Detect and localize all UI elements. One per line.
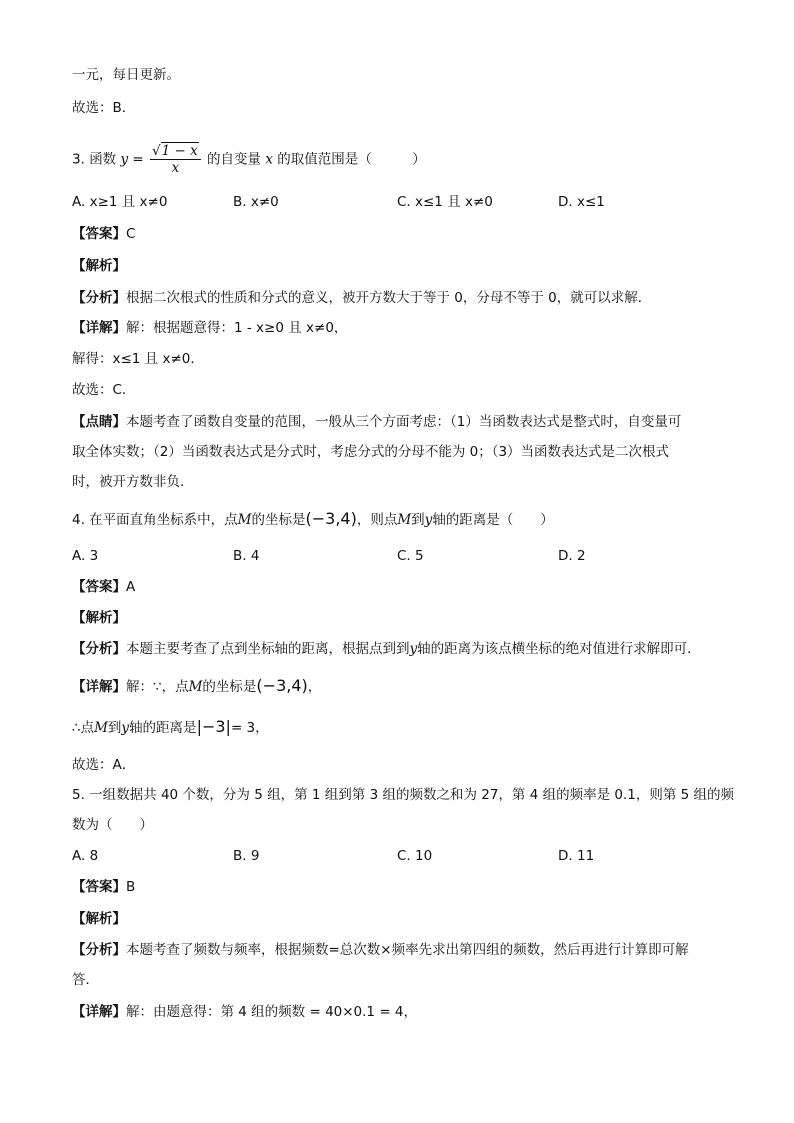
answer-line: 【答案】B xyxy=(72,879,136,895)
therefore-line: ∴点M到y轴的距离是|−3|= 3， xyxy=(72,717,269,736)
absolute-value: |−3| xyxy=(196,717,231,736)
denominator: x xyxy=(171,160,180,176)
comment-line: 【点睛】本题考查了函数自变量的范围，一般从三个方面考虑：（1）当函数表达式是整式时，自变量可 xyxy=(72,414,682,430)
option-d: D. 11 xyxy=(558,848,595,864)
question-5: 5. 一组数据共 40 个数，分为 5 组，第 1 组到第 3 组的频数之和为 27，第 4 组的频率是 0.1，则第 5 组的频 xyxy=(72,787,735,803)
detail-line: 【详解】解：由题意得：第 4 组的频数 = 40×0.1 = 4， xyxy=(72,1004,418,1020)
analysis-heading: 【解析】 xyxy=(72,258,126,274)
analysis-line: 【分析】根据二次根式的性质和分式的意义，被开方数大于等于 0，分母不等于 0，就可以求解． xyxy=(72,290,652,306)
analysis-line: 答． xyxy=(72,972,99,988)
fraction xyxy=(150,143,201,176)
sqrt-symbol: √ xyxy=(152,143,161,159)
analysis-heading: 【解析】 xyxy=(72,911,126,927)
comment-line: 取全体实数；（2）当函数表达式是分式时，考虑分式的分母不能为 0；（3）当函数表达式是二次根式 xyxy=(72,444,670,460)
answer-choice-line: 故选：A． xyxy=(72,757,136,773)
option-b: B. 4 xyxy=(233,548,260,564)
answer-line: 【答案】A xyxy=(72,579,136,595)
coordinate: (−3,4) xyxy=(256,676,308,695)
detail-line: 【详解】解：∵，点M的坐标是(−3,4)， xyxy=(72,676,322,695)
option-d: D. 2 xyxy=(558,548,586,564)
solution-line: 解得：x≤1 且 x≠0． xyxy=(72,351,204,367)
comment-line: 时，被开方数非负． xyxy=(72,474,194,490)
option-b: B. x≠0 xyxy=(233,194,279,210)
radicand: 1 − x xyxy=(161,143,198,159)
option-d: D. x≤1 xyxy=(558,194,605,210)
coordinate: (−3,4) xyxy=(305,509,357,528)
option-a: A. x≥1 且 x≠0 xyxy=(72,194,168,210)
question-5-cont: 数为（ ） xyxy=(72,817,153,833)
text-line: 一元，每日更新。 xyxy=(72,67,180,83)
option-c: C. x≤1 且 x≠0 xyxy=(397,194,493,210)
question-3: 3. 函数 y = $\frac{√1 - x}{x}$ 的自变量 x 的取值范围是（ ） xyxy=(72,143,426,176)
option-b: B. 9 xyxy=(233,848,260,864)
answer-choice-line: 故选：C． xyxy=(72,382,136,398)
analysis-line: 【分析】本题主要考查了点到坐标轴的距离，根据点到到y轴的距离为该点横坐标的绝对值进行求解即可． xyxy=(72,641,701,657)
question-number: 3. xyxy=(72,151,85,168)
option-c: C. 5 xyxy=(397,548,424,564)
option-c: C. 10 xyxy=(397,848,433,864)
option-a: A. 3 xyxy=(72,548,99,564)
option-a: A. 8 xyxy=(72,848,99,864)
answer-line: 【答案】C xyxy=(72,226,136,242)
question-4: 4. 在平面直角坐标系中，点M的坐标是(−3,4)，则点M到y轴的距离是（ ） xyxy=(72,509,554,528)
formula-y: y xyxy=(120,151,129,168)
detail-line: 【详解】解：根据题意得：1 - x≥0 且 x≠0， xyxy=(72,320,348,336)
analysis-line: 【分析】本题考查了频数与频率，根据频数=总次数×频率先求出第四组的频数，然后再进行计算即可解 xyxy=(72,942,689,958)
answer-choice-line: 故选：B． xyxy=(72,100,136,116)
analysis-heading: 【解析】 xyxy=(72,610,126,626)
